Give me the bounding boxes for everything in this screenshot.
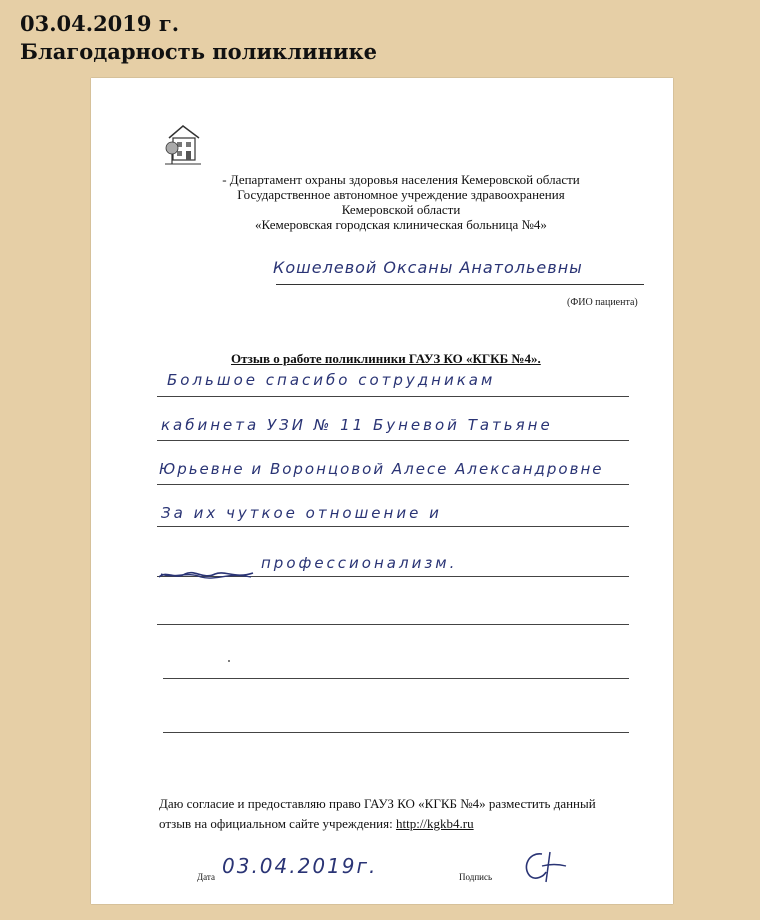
org-line-institution: Государственное автономное учреждение здравоохранения [237, 187, 565, 202]
review-rule-2 [157, 440, 629, 441]
review-line-3: Юрьевне и Воронцовой Алесе Александровне [159, 460, 604, 478]
review-rule-6 [157, 624, 629, 625]
crossed-out-word [157, 568, 255, 582]
consent-statement [159, 794, 629, 834]
review-line-4: За их чуткое отношение и [161, 504, 442, 522]
consent-text: Даю согласие и предоставляю право ГАУЗ КО «КГКБ №4» разместить данный отзыв на официальном сайте учреждения: [159, 796, 596, 831]
date-handwritten: 03.04.2019г. [222, 854, 378, 878]
date-label: Дата [197, 872, 215, 882]
review-title: Отзыв о работе поликлиники ГАУЗ КО «КГКБ №4». [231, 351, 541, 366]
organization-heading [191, 172, 611, 232]
page-title: Благодарность поликлинике [20, 39, 378, 64]
page-header [20, 10, 377, 66]
hospital-building-icon [163, 122, 205, 172]
review-rule-4 [157, 526, 629, 527]
feedback-form-sheet [91, 78, 673, 904]
review-rule-3 [157, 484, 629, 485]
review-line-2: кабинета УЗИ № 11 Буневой Татьяне [161, 416, 553, 434]
signature-label: Подпись [459, 872, 493, 882]
org-line-hospital: «Кемеровская городская клиническая больница №4» [255, 217, 547, 232]
patient-name-handwritten: Кошелевой Оксаны Анатольевны [273, 258, 583, 277]
review-rule-8 [163, 732, 629, 733]
org-line-department: - Департамент охраны здоровья населения Кемеровской области [222, 172, 580, 187]
patient-name-caption: (ФИО пациента) [567, 297, 638, 308]
post-date: 03.04.2019 г. [20, 11, 180, 36]
review-line-1: Большое спасибо сотрудникам [167, 371, 496, 389]
review-rule-7 [163, 678, 629, 679]
consent-link[interactable]: http://kgkb4.ru [395, 816, 474, 831]
ink-dot [228, 660, 230, 662]
signature-mark [516, 846, 576, 886]
review-line-5: профессионализм. [261, 554, 458, 572]
org-line-region: Кемеровской области [341, 202, 461, 217]
review-rule-1 [157, 396, 629, 397]
patient-name-underline [276, 284, 644, 285]
